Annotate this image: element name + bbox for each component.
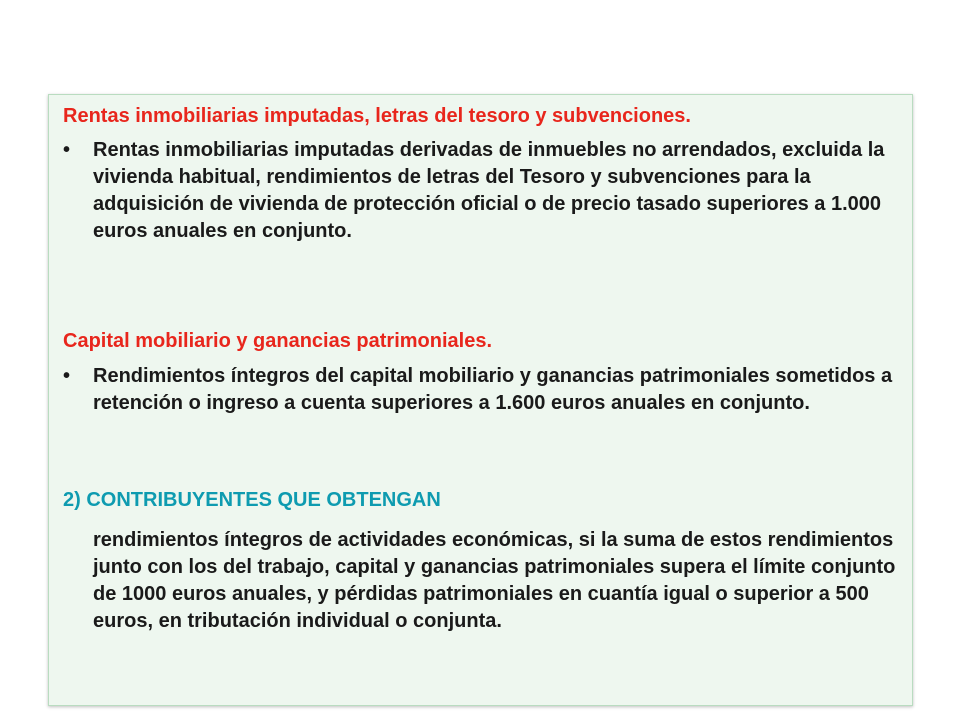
content-box [48,94,913,706]
bullet-text-capital: Rendimientos íntegros del capital mobiliario y ganancias patrimoniales sometidos a retención o ingreso a cuenta superiores a 1.600 euros anuales en conjunto. [93,365,893,414]
paragraph-actividades-economicas: rendimientos íntegros de actividades económicas, si la suma de estos rendimientos junto con los del trabajo, capital y ganancias patrimoniales supera el límite conjunto de 1000 euros anuales, y pérdidas patrimoniales en cuantía igual o superior a 500 euros, en tributación individual o conjunta. [93,529,896,632]
bullet-text-rentas: Rentas inmobiliarias imputadas derivadas de inmuebles no arrendados, excluida la vivienda habitual, rendimientos de letras del Tesoro y subvenciones para la adquisición de vivienda de protección oficial o de precio tasado superiores a 1.000 euros anuales en conjunto. [93,139,885,242]
section-heading-rentas-inmobiliarias: Rentas inmobiliarias imputadas, letras del tesoro y subvenciones. [63,105,691,127]
bullet-symbol: • [63,365,71,387]
bullet-item-rentas [63,137,893,245]
bullet-item-capital [63,363,893,417]
bullet-symbol: • [63,139,71,161]
section-heading-contribuyentes: 2) CONTRIBUYENTES QUE OBTENGAN [63,489,441,511]
section-heading-capital-mobiliario: Capital mobiliario y ganancias patrimoniales. [63,330,493,352]
